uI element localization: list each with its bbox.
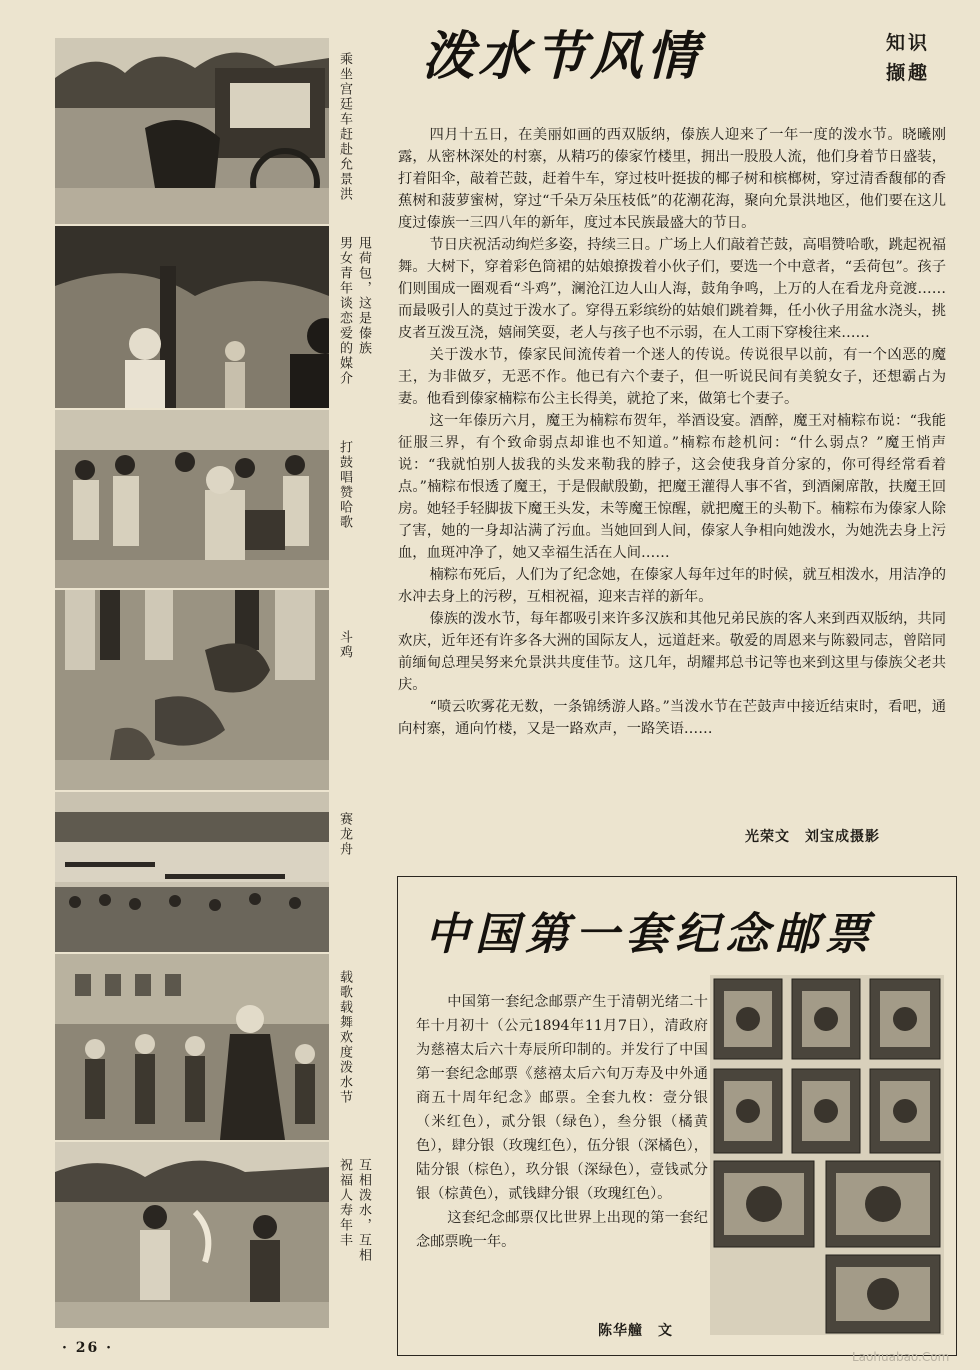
article-paragraph: 傣族的泼水节，每年都吸引来许多汉族和其他兄弟民族的客人来到西双版纳，共同欢庆，近年还有许多各大洲的国际友人，远道赶来。敬爱的周恩来与陈毅同志，曾陪同前缅甸总理吴努来允景洪共度佳节。这几年，胡耀邦总书记等也来到这里与傣族父老共庆。	[398, 611, 946, 693]
stamp-feature-body	[416, 990, 708, 1254]
site-watermark: Laohuabao.Com	[852, 1350, 950, 1364]
caption-festival-dance: 载歌载舞欢度泼水节	[337, 970, 352, 1105]
caption-lotus-pouch-b: 甩荷包，这是傣族	[356, 236, 371, 356]
stamp-feature-title: 中国第一套纪念邮票	[425, 909, 875, 960]
column-tag-line1: 知识	[886, 32, 931, 54]
photo-cockfight	[55, 590, 329, 790]
article-paragraph: 关于泼水节，傣家民间流传着一个迷人的传说。传说很早以前，有一个凶恶的魔王，为非做歹，无恶不作。他已有六个妻子，但一听说民间有美貌女子，还想霸占为妻。他看到傣家楠粽布公主长得美，就抢了来，做第七个妻子。	[398, 347, 946, 407]
page-number: · 26 ·	[62, 1340, 113, 1356]
photo-dragon-boat	[55, 792, 329, 952]
article-paragraph: 这一年傣历六月，魔王为楠粽布贺年，举酒设宴。酒醉，魔王对楠粽布说：“我能征服三界，有个致命弱点却谁也不知道。”楠粽布趁机问：“什么弱点？”魔王悄声说：“我就怕别人拔我的头发来勒我的脖子，这会使我身首分家的，你可得经常看着点。”楠粽布恨透了魔王，于是假献殷勤，把魔王灌得人事不省，到酒阑席散，扶魔王回房。她轻手轻脚拔下魔王头发，未等魔王惊醒，就把魔王的头勒下。楠粽布为傣家人除了害，她的一身却沾满了污血。当她回到人间，傣家人争相向她泼水，为她洗去身上污血，血斑冲净了，她又幸福生活在人间……	[398, 413, 946, 561]
stamp-set-image	[710, 975, 944, 1335]
caption-splashing-a: 祝福人寿年丰	[337, 1158, 352, 1248]
article-paragraph: “喷云吹雾花无数，一条锦绣游人路。”当泼水节在芒鼓声中接近结束时，看吧，通向村寨，通向竹楼，又是一路欢声，一路笑语……	[398, 699, 946, 737]
caption-cockfight: 斗鸡	[337, 630, 352, 660]
stamp-paragraph: 中国第一套纪念邮票产生于清朝光绪二十年十月初十（公元1894年11月7日），清政府为慈禧太后六十寿辰所印制的。并发行了中国第一套纪念邮票《慈禧太后六旬万寿及中外通商五十周年纪念》邮票。全套九枚：壹分银（米红色），贰分银（绿色），叁分银（橘黄色），肆分银（玫瑰红色），伍分银（深橘色），陆分银（棕色），玖分银（深绿色），壹钱贰分银（棕黄色），贰钱肆分银（玫瑰红色）。	[416, 994, 708, 1202]
photo-lotus-pouch	[55, 226, 329, 408]
article-body	[398, 124, 946, 740]
caption-splashing-b: 互相泼水，互相	[356, 1158, 371, 1263]
photo-drum-singing	[55, 410, 329, 588]
caption-dragon-boat: 赛龙舟	[337, 812, 352, 857]
page-title: 泼水节风情	[422, 26, 703, 87]
caption-palace-cart: 乘坐宫廷车赶赴允景洪	[337, 52, 352, 202]
article-byline: 光荣文 刘宝成摄影	[745, 829, 880, 845]
caption-lotus-pouch-a: 男女青年谈恋爱的媒介	[337, 236, 352, 386]
article-paragraph: 楠粽布死后，人们为了纪念她，在傣家人每年过年的时候，就互相泼水，用洁净的水冲去身上的污秽，互相祝福，迎来吉祥的新年。	[398, 567, 946, 605]
stamp-feature-author: 陈华艟 文	[598, 1323, 673, 1339]
article-paragraph: 节日庆祝活动绚烂多姿，持续三日。广场上人们敲着芒鼓，高唱赞哈歌，跳起祝福舞。大树下，穿着彩色筒裙的姑娘撩拨着小伙子们，要选一个中意者，“丢荷包”。孩子们则围成一圈观看“斗鸡”，澜沧江边人山人海，鼓角争鸣，上万的人在看龙舟竞渡……而最吸引人的莫过于泼水了。穿得五彩缤纷的姑娘们跳着舞，任小伙子用盆水浇头，挑皮者互泼互浇，嬉闹笑耍，老人与孩子也不示弱，在人工雨下穿梭往来……	[398, 237, 946, 341]
stamp-paragraph: 这套纪念邮票仅比世界上出现的第一套纪念邮票晚一年。	[416, 1210, 708, 1250]
photo-festival-dance	[55, 954, 329, 1140]
article-paragraph: 四月十五日，在美丽如画的西双版纳，傣族人迎来了一年一度的泼水节。晓曦刚露，从密林深处的村寨，从精巧的傣家竹楼里，拥出一股股人流，他们身着节日盛装，打着阳伞，敲着芒鼓，赶着牛车，穿过枝叶挺拔的椰子树和槟榔树，穿过清香馥郁的香蕉树和菠萝蜜树，穿过“千朵万朵压枝低”的花潮花海，聚向允景洪地区，他们要在这儿度过傣族一三四八年的新年，度过本民族最盛大的节日。	[398, 127, 946, 231]
caption-drum-singing: 打鼓唱赞哈歌	[337, 440, 352, 530]
photo-splashing-water	[55, 1142, 329, 1328]
column-tag-line2: 撷趣	[886, 62, 931, 84]
photo-palace-cart	[55, 38, 329, 224]
